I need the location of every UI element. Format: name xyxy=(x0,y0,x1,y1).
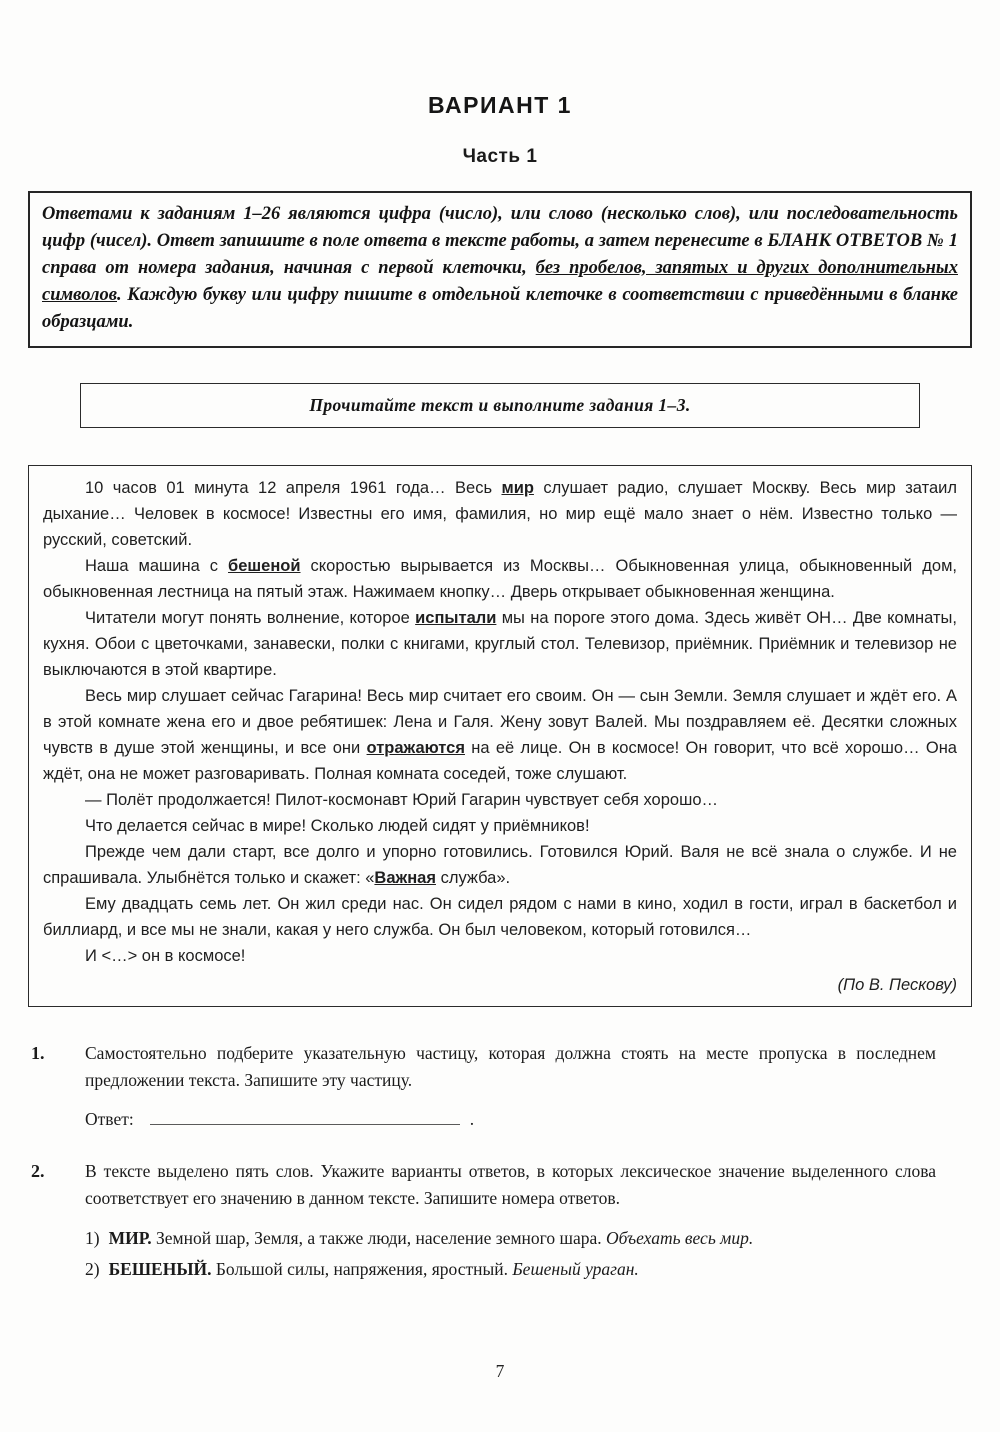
answer-row xyxy=(85,1109,936,1130)
passage-paragraph xyxy=(43,813,957,839)
answer-suffix: . xyxy=(469,1109,475,1129)
passage-attribution: (По В. Пескову) xyxy=(837,976,957,994)
definition-text: Большой силы, напряжения, яростный. xyxy=(211,1259,513,1279)
passage-paragraph xyxy=(43,787,957,813)
highlighted-word: отражаются xyxy=(366,739,465,757)
defined-word: БЕШЕНЫЙ. xyxy=(108,1259,212,1279)
example-usage: Бешеный ураган. xyxy=(512,1259,639,1279)
option-1 xyxy=(85,1223,936,1254)
passage-text: на её лице. Он в космосе! Он говорит, что всё хорошо… Она ждёт, она не может разговаривать. Полная комната соседей, тоже слушают. xyxy=(43,739,957,783)
defined-word: МИР. xyxy=(108,1228,152,1248)
passage-text: Что делается сейчас в мире! Сколько людей сидят у приёмников! xyxy=(85,817,590,835)
definition-text: Земной шар, Земля, а также люди, население земного шара. xyxy=(151,1228,607,1248)
passage-text: Ему двадцать семь лет. Он жил среди нас. Он сидел рядом с нами в кино, ходил в гости, играл в баскетбол и биллиард, и все мы не знали, какая у него служба. Он был человеком, который готовился… xyxy=(43,895,957,939)
answer-label: Ответ: xyxy=(85,1109,134,1129)
passage-paragraph xyxy=(43,839,957,891)
question-number: 2. xyxy=(31,1161,45,1181)
passage-text: скоростью вырывается из Москвы… Обыкновенная улица, обыкновенный дом, обыкновенная лестница на пятый этаж. Нажимаем кнопку… Дверь открывает обыкновенная женщина. xyxy=(43,557,957,601)
instructions-text xyxy=(42,201,958,336)
passage-text: И <…> он в космосе! xyxy=(85,947,246,965)
instructions-box xyxy=(28,191,972,348)
page-title: ВАРИАНТ 1 xyxy=(428,92,572,118)
question-body xyxy=(85,1158,972,1285)
passage-paragraph xyxy=(43,891,957,943)
passage-box xyxy=(28,465,972,1007)
passage-text: слушает радио, слушает Москву. Весь мир затаил дыхание… Человек в космосе! Известны его имя, фамилия, но мир ещё мало знает о нём. Известно только — русский, советский. xyxy=(43,479,957,549)
question-body xyxy=(85,1040,972,1130)
answer-blank-line xyxy=(150,1110,460,1125)
page-number: 7 xyxy=(495,1361,505,1381)
passage-text: Прежде чем дали старт, все долго и упорно готовились. Готовился Юрий. Валя не всё знала о службе. И не спрашивала. Улыбнётся только и скажет: « xyxy=(43,843,957,887)
passage-text: мы на пороге этого дома. Здесь живёт ОН… Две комнаты, кухня. Обои с цветочками, занавески, полки с книгами, круглый стол. Телевизор, приёмник. Приёмник и телевизор не выключаются в этой квартире. xyxy=(43,609,957,679)
read-prompt: Прочитайте текст и выполните задания 1–3. xyxy=(309,395,691,415)
read-prompt-box xyxy=(80,383,920,428)
passage-paragraph xyxy=(43,553,957,605)
question-2 xyxy=(28,1158,972,1285)
option-number: 1) xyxy=(85,1228,100,1248)
passage-text: Весь мир слушает сейчас Гагарина! Весь мир считает его своим. Он — сын Земли. Земля слушает и ждёт его. А в этой комнате жена его и двое ребятишек: Лена и Галя. Жену зовут Валей. Мы поздравляем её. Десятки сложных чувств в душе этой женщины, и все они xyxy=(43,687,957,757)
highlighted-word: Важная xyxy=(374,869,436,887)
passage-paragraph xyxy=(43,943,957,969)
part-title: Часть 1 xyxy=(462,146,538,167)
passage-paragraph xyxy=(43,683,957,787)
passage-paragraph xyxy=(43,605,957,683)
options-list xyxy=(85,1223,936,1285)
option-2 xyxy=(85,1254,936,1285)
passage-text: 10 часов 01 минута 12 апреля 1961 года… Весь xyxy=(85,479,502,497)
option-number: 2) xyxy=(85,1259,100,1279)
question-text: Самостоятельно подберите указательную частицу, которая должна стоять на месте пропуска в последнем предложении текста. Запишите эту частицу. xyxy=(85,1043,936,1090)
passage-text: Наша машина с xyxy=(85,557,229,575)
highlighted-word: испытали xyxy=(415,609,497,627)
question-1 xyxy=(28,1040,972,1130)
instructions-segment: Ответами к заданиям 1–26 являются цифра (число), или слово (несколько слов), или последовательность цифр (чисел). Ответ запишите в поле ответа в тексте работы, а затем перенесите в БЛАНК ОТВЕТОВ № 1 справа от номера задания, начиная с первой клеточки, xyxy=(42,204,958,278)
highlighted-word: бешеной xyxy=(228,557,301,575)
question-number: 1. xyxy=(31,1043,45,1063)
highlighted-word: мир xyxy=(501,479,534,497)
passage-paragraph xyxy=(43,475,957,553)
passage-text: — Полёт продолжается! Пилот-космонавт Юрий Гагарин чувствует себя хорошо… xyxy=(85,791,719,809)
instructions-underlined-phrase: без пробелов, запятых и других дополнительных символов xyxy=(42,258,958,305)
question-text: В тексте выделено пять слов. Укажите варианты ответов, в которых лексическое значение выделенного слова соответствует его значению в данном тексте. Запишите номера ответов. xyxy=(85,1161,936,1208)
instructions-segment: . Каждую букву или цифру пишите в отдельной клеточке в соответствии с приведёнными в бланке образцами. xyxy=(42,285,958,332)
example-usage: Объехать весь мир. xyxy=(606,1228,754,1248)
passage-text: Читатели могут понять волнение, которое xyxy=(85,609,416,627)
passage-text: служба». xyxy=(435,869,511,887)
